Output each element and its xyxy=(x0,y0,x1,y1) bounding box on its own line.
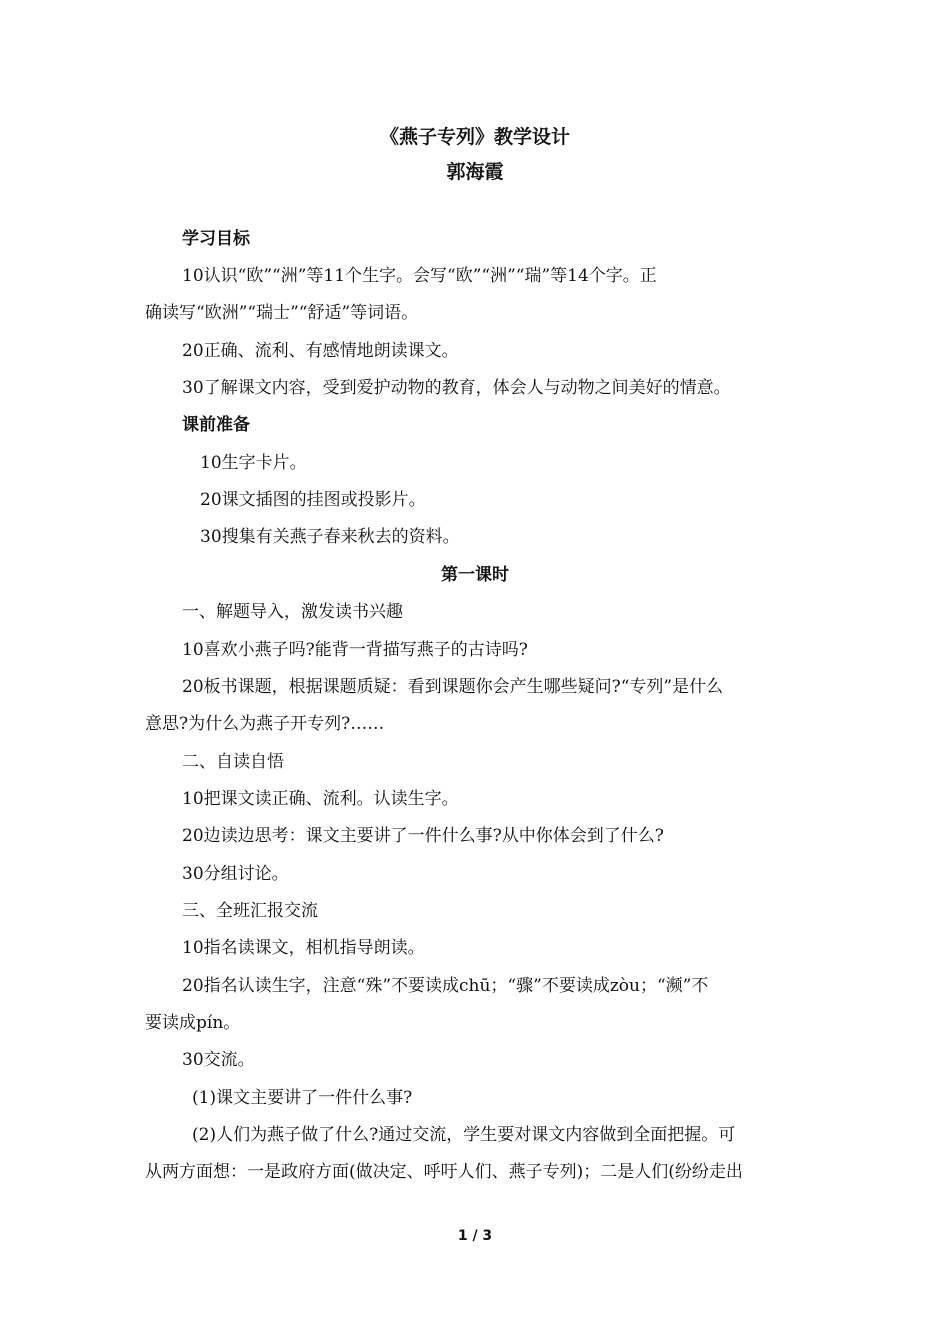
goal-1-line-2: 确读写“欧洲”“瑞士”“舒适”等词语。 xyxy=(145,303,419,323)
prep-2: 20课文插图的挂图或投影片。 xyxy=(200,490,426,510)
prep-heading: 课前准备 xyxy=(182,415,250,435)
part-3-item-3b-line-1: (2)人们为燕子做了什么?通过交流，学生要对课文内容做到全面把握。可 xyxy=(192,1125,736,1145)
part-2-item-1: 10把课文读正确、流利。认读生字。 xyxy=(182,789,459,809)
part-3-item-1: 10指名读课文，相机指导朗读。 xyxy=(182,938,425,958)
prep-3: 30搜集有关燕子春来秋去的资料。 xyxy=(200,527,460,547)
part-2-heading: 二、自读自悟 xyxy=(182,752,284,772)
part-3-item-2-line-1: 20指名认读生字，注意“殊”不要读成chū；“骤”不要读成zòu；“濒”不 xyxy=(182,976,709,996)
lesson-1-heading: 第一课时 xyxy=(441,565,509,585)
document-title: 《燕子专列》教学设计 xyxy=(379,126,570,148)
part-1-item-1: 10喜欢小燕子吗?能背一背描写燕子的古诗吗? xyxy=(182,640,528,660)
goal-2: 20正确、流利、有感情地朗读课文。 xyxy=(182,341,459,361)
part-2-item-2: 20边读边思考：课文主要讲了一件什么事?从中你体会到了什么? xyxy=(182,826,664,846)
part-3-item-2-line-2: 要读成pín。 xyxy=(145,1013,241,1033)
part-1-item-2-line-2: 意思?为什么为燕子开专列?…… xyxy=(145,714,385,734)
part-2-item-3: 30分组讨论。 xyxy=(182,864,289,884)
page-number: 1 / 3 xyxy=(457,1228,493,1244)
goals-heading: 学习目标 xyxy=(182,229,250,249)
part-3-item-3: 30交流。 xyxy=(182,1050,255,1070)
goal-3: 30了解课文内容，受到爱护动物的教育，体会人与动物之间美好的情意。 xyxy=(182,378,731,398)
goal-1-line-1: 10认识“欧”“洲”等11个生字。会写“欧”“洲”“瑞”等14个字。正 xyxy=(182,266,657,286)
document-author: 郭海霞 xyxy=(446,161,504,183)
part-3-item-3b-line-2: 从两方面想：一是政府方面(做决定、呼吁人们、燕子专列)；二是人们(纷纷走出 xyxy=(145,1162,743,1182)
part-3-heading: 三、全班汇报交流 xyxy=(182,901,318,921)
prep-1: 10生字卡片。 xyxy=(200,453,307,473)
part-1-heading: 一、解题导入，激发读书兴趣 xyxy=(182,602,403,622)
part-1-item-2-line-1: 20板书课题，根据课题质疑：看到课题你会产生哪些疑问?“专列”是什么 xyxy=(182,677,724,697)
part-3-item-3a: (1)课文主要讲了一件什么事? xyxy=(192,1088,413,1108)
